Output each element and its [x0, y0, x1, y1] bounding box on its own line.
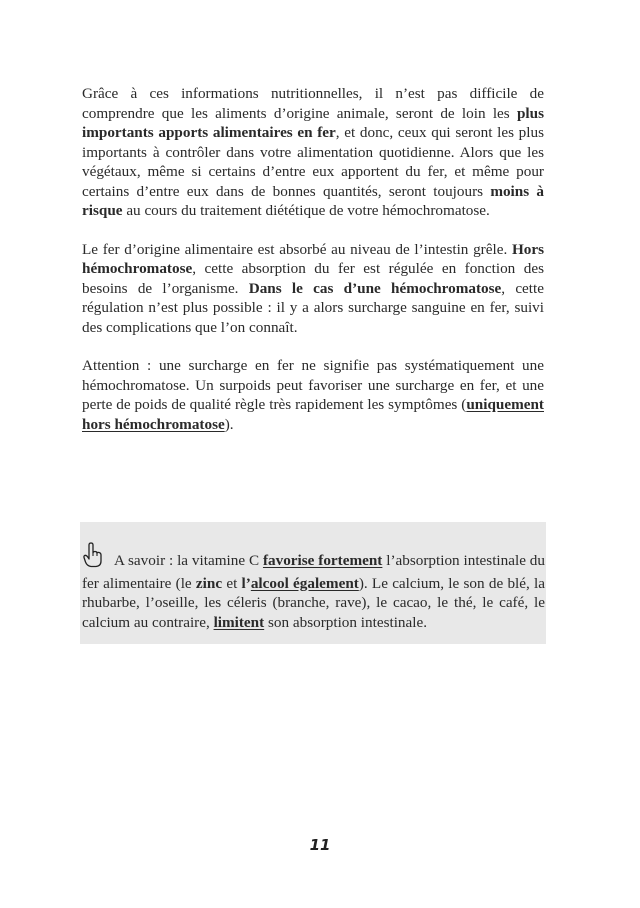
text: Grâce à ces informations nutritionnelles, il n’est pas difficile de comprendre que les aliments d’origine animale, seront de loin les — [82, 85, 544, 122]
page-body — [82, 84, 544, 453]
bold-text: l’ — [241, 574, 251, 592]
paragraph-3 — [82, 356, 544, 434]
text: et — [222, 574, 242, 592]
page-number: 11 — [309, 836, 331, 854]
bold-text: zinc — [195, 574, 223, 592]
text: Attention : une surcharge en fer ne signifie pas systématiquement une hémochromatose. Un surpoids peut favoriser une surcharge en fer, et une perte de poids de qualité règle très rapidement les symptômes ( — [82, 357, 544, 413]
pointing-finger-icon — [82, 542, 104, 574]
paragraph-1 — [82, 84, 544, 221]
info-box — [80, 522, 546, 644]
bold-text: moins à risque — [82, 182, 544, 219]
text: au cours du traitement diététique de votre hémochromatose. — [122, 202, 490, 219]
underlined-bold-text: alcool également — [250, 574, 359, 592]
text: , cette absorption du fer est régulée en fonction des besoins de l’organisme. — [82, 260, 544, 297]
info-box-text — [80, 542, 546, 632]
text: , cette régulation n’est plus possible : il y a alors surcharge sanguine en fer, suivi des complications que l’on connaît. — [82, 279, 544, 336]
text: A savoir : la vitamine C — [114, 552, 263, 569]
paragraph-2 — [82, 240, 544, 338]
text: l’absorption intestinale du fer alimentaire (le — [82, 552, 545, 592]
text: Le fer d’origine alimentaire est absorbé au niveau de l’intestin grêle. — [82, 240, 512, 258]
bold-text: Dans le cas d’une hémochromatose — [248, 279, 502, 297]
text: , et donc, ceux qui seront les plus importants à contrôler dans votre alimentation quotidienne. Alors que les végétaux, même si certains d’entre eux apportent du fer, et même pour certains d’entre eux dans de bonnes quantités, seront toujours — [82, 124, 544, 200]
underlined-bold-text: limitent — [213, 613, 265, 631]
text: son absorption intestinale. — [264, 613, 428, 631]
text: ). — [224, 415, 234, 433]
bold-text: Hors hémochromatose — [82, 240, 544, 277]
underlined-bold-text: uniquement hors hémochromatose — [82, 396, 544, 433]
text: ). Le calcium, le son de blé, la rhubarbe, l’oseille, les céleris (branche, rave), le cacao, le thé, le café, le calcium au contraire, — [82, 574, 545, 631]
bold-text: plus importants apports alimentaires en fer — [82, 104, 544, 141]
underlined-bold-text: favorise fortement — [262, 552, 383, 569]
